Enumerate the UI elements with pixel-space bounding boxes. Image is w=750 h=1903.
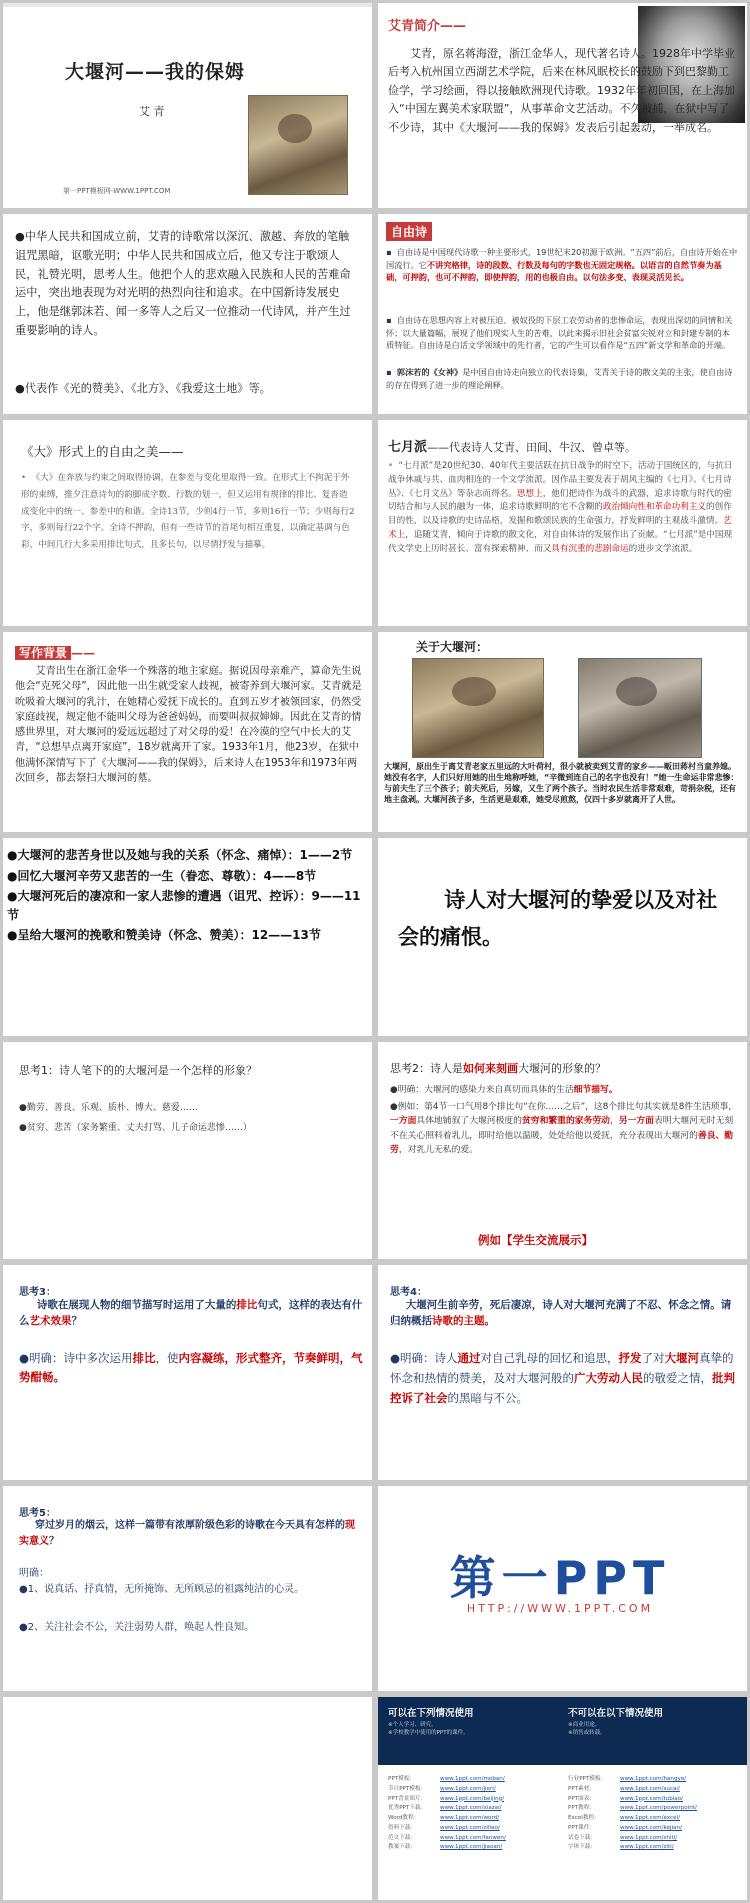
think3-q-mid: 句式，这样的表达有什么 <box>19 1299 363 1328</box>
intro-heading: 艾青简介 <box>388 19 441 34</box>
think2-a2-text-e: ，对乳儿无私的爱。 <box>398 1144 478 1155</box>
think2-q-pre: 思考2：诗人是 <box>390 1062 463 1075</box>
usage-link-row[interactable] <box>568 1824 738 1834</box>
think5-a0: 明确： <box>19 1568 49 1579</box>
think2-a2-hl-3: 另一方面 <box>618 1116 654 1127</box>
about-photo-left <box>412 658 544 758</box>
usage-link-url[interactable]: www.1ppt.com/shiti/ <box>620 1834 678 1841</box>
usage-can-title: 可以在下列情况使用 <box>388 1708 474 1719</box>
usage-link-url[interactable]: www.1ppt.com/ziliao/ <box>440 1824 500 1831</box>
think5-label: 思考5： <box>19 1508 56 1519</box>
brand-logo: 第一PPT <box>449 1551 671 1605</box>
free-verse-b3-text: 是中国自由诗走向独立的代表诗集，艾青关于诗的散文美的主张，使自由诗的存在得到了进一步的理论阐释。 <box>386 367 733 390</box>
usage-link-label: PPT背景图片： <box>388 1795 427 1802</box>
usage-link-row[interactable] <box>568 1834 738 1844</box>
slide-footer-text: 第一PPT模板网-WWW.1PPT.COM <box>63 187 171 195</box>
usage-link-label: 试卷下载： <box>568 1834 596 1841</box>
think2-a1-text: ●明确：大堰河的感染力来自真切而具体的生活 <box>390 1085 574 1095</box>
slide-form-freedom <box>3 420 372 626</box>
usage-links-left <box>388 1775 558 1853</box>
slide-usage <box>378 1697 747 1900</box>
usage-link-row[interactable] <box>388 1843 558 1853</box>
think2-a2-hl-4: 善良、勤劳 <box>390 1130 734 1155</box>
think5-a1: ●1、说真话、抒真情，无所掩饰、无所顾忌的祖露纯洁的心灵。 <box>19 1584 305 1595</box>
theme-text: 诗人对大堰河的挚爱以及对社会的痛恨。 <box>398 888 718 949</box>
usage-link-label: PPT课件： <box>568 1824 595 1831</box>
usage-link-url[interactable]: www.1ppt.com/powerpoint/ <box>620 1805 697 1812</box>
think3-a-pre: ●明确：诗中多次运用 <box>19 1351 133 1365</box>
think1-question: 思考1：诗人笔下的的大堰河是一个怎样的形象？ <box>19 1064 257 1077</box>
think2-a2-text-b: 具体地铺叙了大堰河极度的 <box>416 1116 522 1127</box>
think5-q-pre: 穿过岁月的烟云，这样一篇带有浓厚阶级色彩的诗歌在今天具有怎样的 <box>35 1520 345 1531</box>
usage-link-label: 字体下载： <box>568 1844 596 1851</box>
think3-q-hl-2: 艺术效果 <box>29 1315 72 1328</box>
slide-logo <box>378 1486 747 1691</box>
free-verse-b2: ▪ 自由诗在思想内容上对被压迫、被奴役的下层工农劳动者的悲惨命运，表现出深切的同情和关怀；以大量篇幅，展现了他们现实人生的苦难，以此来揭示旧社会贫富尖锐对立和封建专制的本质特征。自由诗是白话文学领域中的先行者，它的产生可以看作是“五四”新文学和革命的开端。 <box>386 315 733 351</box>
think5-a2: ●2、关注社会不公，关注弱势人群，唤起人性良知。 <box>19 1622 255 1633</box>
think4-a-hl-2: 抒发 <box>618 1351 642 1365</box>
usage-links-right <box>568 1775 738 1853</box>
usage-link-row[interactable] <box>388 1795 558 1805</box>
about-title: 关于大堰河： <box>416 640 489 654</box>
think4-a-hl-3: 大堰河 <box>664 1351 700 1365</box>
slide-think4 <box>378 1265 747 1480</box>
slide-blank-left <box>3 1697 372 1900</box>
form-title: 《大》形式上的自由之美—— <box>21 444 184 459</box>
think1-answer1: ●勤劳、善良、乐观、质朴、博大、慈爱…… <box>19 1103 198 1113</box>
think4-label: 思考4： <box>390 1287 427 1298</box>
usage-link-url[interactable]: www.1ppt.com/moban/ <box>440 1776 505 1782</box>
usage-link-url[interactable]: www.1ppt.com/beijing/ <box>440 1795 505 1802</box>
usage-link-row[interactable] <box>568 1795 738 1805</box>
free-verse-b2-text: 自由诗在思想内容上对被压迫、被奴役的下层工农劳动者的悲惨命运，表现出深切的同情和关怀；以大量篇幅，展现了他们现实人生的苦难，以此来揭示旧社会贫富尖锐对立和封建专制的本质特征。自由诗是白话文学领域中的先行者，它的产生可以看作是“五四”新文学和革命的开端。 <box>386 315 733 351</box>
think2-q-highlight: 如何来刻画 <box>463 1062 518 1075</box>
usage-link-label: Word教程： <box>388 1815 420 1822</box>
about-photo-right <box>578 658 702 758</box>
july-text-c: 的创作目的性，以及诗歌的史诗品格，发掘和歌颂民族的生命强力，抒发鲜明的主观战斗激情。 <box>388 502 732 526</box>
usage-link-row[interactable] <box>568 1804 738 1814</box>
think2-question <box>390 1060 606 1076</box>
intro-body: 艾青，原名蒋海澄，浙江金华人，现代著名诗人。1928年中学毕业后考入杭州国立西湖艺术学院，后来在林风眠校长的鼓励下到巴黎勤工俭学，学习绘画，得以接触欧洲现代诗歌。1932年年初回国，在上海加入“中国左翼美术家联盟”，从事革命文艺活动。不久被捕，在狱中写了不少诗，其中《大堰河——我的保姆》发表后引起轰动，一举成名。 <box>388 47 735 134</box>
july-hl-1: 思想上 <box>516 488 543 499</box>
think2-a2-text-d: 表明大堰河无时无刻不在关心照料着乳儿，即时给他以温暖，处处给他以爱抚，充分表现出大堰河的 <box>390 1116 734 1141</box>
think5-question <box>19 1518 364 1549</box>
usage-link-label: PPT模板： <box>388 1776 415 1782</box>
think4-a-hl-5: 批判控诉了社会 <box>390 1370 735 1405</box>
usage-link-label: 资料下载： <box>388 1824 416 1831</box>
usage-link-label: 节日PPT模板： <box>388 1785 427 1792</box>
usage-link-label: 行业PPT模板： <box>568 1776 607 1782</box>
usage-link-row[interactable] <box>388 1834 558 1844</box>
think3-q-pre: 诗歌在展现人物的细节描写时运用了大量的 <box>36 1299 237 1311</box>
think2-a2 <box>390 1100 738 1157</box>
usage-link-url[interactable]: www.1ppt.com/jieri/ <box>440 1785 496 1792</box>
top-band <box>3 3 372 7</box>
think2-a2-text-a: ●例如：第4节一口气用8个排比句“在你……之后”，这8个排比句其实就是8件生活琐事， <box>390 1102 738 1112</box>
slide-about-dayanhe <box>378 632 747 832</box>
think4-a-b: 对自己乳母的回忆和追思， <box>480 1351 619 1365</box>
think2-q-post: 大堰河的形象的？ <box>518 1062 606 1075</box>
usage-link-row[interactable] <box>388 1814 558 1824</box>
free-verse-b1-highlight: 不讲究格律，诗的段数、行数及每句的字数也无固定规格。以语言的自然节奏为基础，可押韵，也可不押韵，即使押韵，用的也极自由。以句法多变、表现灵活见长。 <box>386 259 722 283</box>
usage-link-url[interactable]: www.1ppt.com/excel/ <box>620 1815 680 1822</box>
think3-a-mid: ，使 <box>155 1351 179 1365</box>
slide-theme <box>378 838 747 1036</box>
think2-a2-hl-1: 一方面 <box>390 1116 417 1127</box>
usage-link-url[interactable]: www.1ppt.com/word/ <box>440 1815 500 1822</box>
about-caption: 大堰河，原出生于离艾青老家五里远的大叶荷村，很小就被卖到艾青的家乡——畈田蒋村当童养媳。她没有名字，人们只好用她的出生地称呼她，“辛微到连自己的名字也没有！”她一生命运非常悲惨：与前夫生了三个孩子；前夫死后，另嫁，又生了两个孩子。当时农民生活非常艰难，苛捐杂税，还有地主盘剥。大堰河孩子多，生活更是艰难，她受尽煎熬，仅四十多岁就离开了人世。 <box>384 762 739 805</box>
think3-question <box>19 1297 364 1330</box>
slide-july-school <box>378 420 747 626</box>
slide-main-title: 大堰河——我的保姆 <box>65 61 246 83</box>
usage-link-row[interactable] <box>388 1824 558 1834</box>
free-verse-b3-lead: 郭沫若的《女神》 <box>396 367 463 377</box>
section-item: ●呈给大堰河的挽歌和赞美诗（怀念、赞美）：12——13节 <box>7 928 321 943</box>
usage-link-label: 优秀PPT下载： <box>388 1805 427 1812</box>
think3-label: 思考3： <box>19 1287 56 1298</box>
usage-link-url[interactable]: www.1ppt.com/kejian/ <box>620 1824 682 1831</box>
july-hl-4: 具有沉重的悲剧命运 <box>551 543 629 554</box>
july-hl-2: 政治倾向性和革命功利主义 <box>602 502 706 513</box>
july-text-e: 的进步文学流派。 <box>628 543 698 554</box>
usage-cannot-desc: ※商业用途。 ※销售或转载。 <box>568 1722 606 1737</box>
usage-link-label: PPT教程： <box>568 1805 595 1812</box>
think3-q-hl-1: 排比 <box>236 1299 258 1311</box>
think2-a2-text-c: ， <box>609 1116 619 1127</box>
think1-answer2: ●贫穷、悲苦（家务繁重、丈夫打骂、儿子命运悲惨……） <box>19 1123 252 1133</box>
think2-a1-highlight: 细节描写。 <box>573 1085 618 1095</box>
free-verse-b1: ▪ 自由诗是中国现代诗歌一种主要形式，19世纪末20初源于欧洲。“五四”前后，自由诗开始在中国流行。它不讲究格律，诗的段数、行数及每句的字数也无固定规格。以语言的自然节奏为基础，可押韵，也可不押韵，即使押韵，用的也极自由。以句法多变、表现灵活见长。 <box>386 247 738 283</box>
slide-title <box>3 3 372 208</box>
section-item: ●大堰河死后的凄凉和一家人悲惨的遭遇（诅咒、控诉）：9——11节 <box>7 889 361 922</box>
usage-link-url[interactable]: www.1ppt.com/tubiao/ <box>620 1795 684 1802</box>
slide-sections <box>3 838 372 1036</box>
usage-link-label: PPT素材： <box>568 1785 595 1792</box>
usage-link-label: 教案下载： <box>388 1844 416 1851</box>
think4-q-pre: 大堰河生前辛劳，死后凄凉，诗人对大堰河充满了不忍、怀念之情。请归纳概括 <box>390 1299 732 1328</box>
usage-link-row[interactable] <box>388 1785 558 1795</box>
july-title-wrap <box>388 436 636 455</box>
july-text-b: ，他们把诗作为战斗的武器，追求诗歌与时代的密切结合和与人民的融为一体，追求诗歌鲜明的宅不含糊的 <box>388 488 732 513</box>
background-heading-dash: —— <box>71 646 96 660</box>
slide-background <box>3 632 372 832</box>
slide-think5 <box>3 1486 372 1691</box>
think3-a-hl-1: 排比 <box>132 1351 156 1365</box>
background-heading: 写作背景 <box>15 646 71 660</box>
section-item: ●回忆大堰河辛劳又悲苦的一生（眷恋、尊敬）：4——8节 <box>7 868 317 883</box>
usage-link-url[interactable]: www.1ppt.com/fanwen/ <box>440 1834 506 1841</box>
slide-author: 艾 青 <box>139 105 165 118</box>
usage-link-row[interactable] <box>388 1775 558 1785</box>
usage-link-url[interactable]: www.1ppt.com/ziti/ <box>620 1844 674 1851</box>
usage-link-row[interactable] <box>568 1785 738 1795</box>
bio-paragraph: ●中华人民共和国成立前，艾青的诗歌常以深沉、激越、奔放的笔触诅咒黑暗，讴歌光明；中华人民共和国成立后，他又专注于歌颂人民，礼赞光明，思考人生。他把个人的悲欢融入民族和人民的苦难命运中，突出地表现为对光明的热烈向往和追求。在中国新诗发展史上，他是继郭沫若、闻一多等人之后又一位推动一代诗风，并产生过重要影响的诗人。 <box>15 230 351 338</box>
background-heading-wrap <box>15 644 95 661</box>
usage-link-label: 范文下载： <box>388 1834 416 1841</box>
slide-think3 <box>3 1265 372 1480</box>
think4-a-f: 的黑暗与不公。 <box>447 1390 528 1405</box>
think4-question <box>390 1297 738 1330</box>
usage-link-row[interactable] <box>568 1775 738 1785</box>
think4-a-hl-4: 广大劳动人民 <box>574 1370 643 1385</box>
slide-think1 <box>3 1042 372 1259</box>
usage-can-desc: ※个人学习、研究。 ※学校教学中使用的PPT的课件。 <box>388 1722 469 1737</box>
think4-a-hl-1: 通过 <box>457 1351 481 1365</box>
think3-answer <box>19 1349 364 1386</box>
section-list <box>7 846 367 945</box>
july-title: 七月派 <box>388 440 428 455</box>
think4-answer <box>390 1349 740 1408</box>
slide-free-verse <box>378 214 747 414</box>
july-title-rest: ——代表诗人艾青、田间、牛汉、曾卓等。 <box>427 441 637 454</box>
usage-link-label: PPT图表： <box>568 1795 595 1802</box>
july-body: • “七月派”是20世纪30、40年代主要活跃在抗日战争的时空下，活动于国统区的，与抗日战争休戚与共、血肉相连的一个文学流派。因作品主要发表于胡风主编的《七月》、《七月诗丛》、《七月文丛》等杂志而得名。思想上，他们把诗作为战斗的武器，追求诗歌与时代的密切结合和与人民的融为一体，追求诗歌鲜明的宅不含糊的政治倾向性和革命功利主义的创作目的性，以及诗歌的史诗品格，发掘和歌颂民族的生命强力，抒发鲜明的主观战斗激情。艺术上，追随艾青，倾向于诗歌的散文化，对自由体诗的发展作出了贡献。“七月派”是中国现代文学史上历时甚长、富有探索精神、而又具有沉重的悲剧命运的进步文学流派。 <box>388 461 733 554</box>
think4-q-highlight: 诗歌的主题。 <box>432 1315 495 1328</box>
think4-a-e: 的敬爱之情， <box>643 1370 712 1385</box>
nanny-photo <box>248 95 348 195</box>
july-text-a: “七月派”是20世纪30、40年代主要活跃在抗日战争的时空下，活动于国统区的，与抗日战争休戚与共、血肉相连的一个文学流派。因作品主要发表于胡风主编的《七月》、《七月诗丛》、《七月文丛》等杂志而得名。 <box>388 461 733 499</box>
form-body: • 《大》在奔放与约束之间取得协调，在参差与变化里取得一致。在形式上不拘泥于外形的束缚，推夕注意诗句的韵脚成字数、行数的划一，但又运用有规律的排比、复沓造成变化中的统一、参差中的和谐。全诗13节，少则4行一节，多则16行一节；少则每行2字，多则每行22个字。全诗不押韵，但有一些诗节的首尾句相互重复，以确定基调与色彩，中间几行大多采用排比句式，且多长句，以尽情抒发与描摹。 <box>21 473 355 550</box>
think2-a2-hl-2: 贫穷和繁重的家务劳动 <box>521 1116 610 1127</box>
intro-heading-dash: —— <box>440 19 467 34</box>
intro-heading-wrap <box>388 15 466 34</box>
think2-a1 <box>390 1082 740 1095</box>
bio-works: ●代表作《光的赞美》、《北方》、《我爱这土地》等。 <box>15 382 271 395</box>
think5-q-highlight: 现实意义 <box>19 1520 355 1547</box>
usage-link-url[interactable]: www.1ppt.com/sucai/ <box>620 1785 680 1792</box>
think4-a-pre: ●明确：诗人 <box>390 1351 458 1365</box>
free-verse-b3: ▪ 郭沫若的《女神》是中国自由诗走向独立的代表诗集，艾青关于诗的散文美的主张，使自由诗的存在得到了进一步的理论阐释。 <box>386 367 733 390</box>
july-text-d: ，追随艾青，倾向于诗歌的散文化，对自由体诗的发展作出了贡献。“七月派”是中国现代文学史上历时甚长、富有探索精神、而又 <box>388 529 733 554</box>
july-hl-3: 艺术上 <box>388 516 732 540</box>
free-verse-b1-text: 自由诗是中国现代诗歌一种主要形式，19世纪末20初源于欧洲。“五四”前后，自由诗开始在中国流行。它 <box>386 247 738 270</box>
usage-link-url[interactable]: www.1ppt.com/xiazai/ <box>440 1805 502 1812</box>
brand-url: HTTP://WWW.1PPT.COM <box>466 1602 654 1615</box>
usage-cannot-title: 不可以在以下情况使用 <box>568 1708 664 1719</box>
slide-author-bio <box>3 214 372 414</box>
usage-link-url[interactable]: www.1ppt.com/jiaoan/ <box>440 1844 503 1851</box>
background-body: 艾青出生在浙江金华一个殊落的地主家庭。据说因母亲难产，算命先生说他会“克死父母”，因此他一出生就受家人歧视，被寄养到大堰河家。艾青就是吮吸着大堰河的乳汁，在她精心爱抚下成长的。直到五岁才被领回家，仍然受家庭歧视，规定他不能叫父母为爸爸妈妈，而要叫叔叔婶婶。因此在艾青的情感世界里，对大堰河的爱远远超过了对父母的爱！在冷漠的空气中长大的艾青，“总想早点离开家庭”，18岁就离开了家。1933年1月，他23岁，在狱中他满怀深情写下了《大堰河——我的保姆》，后来诗人在1953年和1973年两次回乡，都去祭扫大堰河的墓。 <box>15 666 362 785</box>
think5-q-post: ？ <box>49 1535 59 1547</box>
usage-link-url[interactable]: www.1ppt.com/hangye/ <box>620 1776 687 1782</box>
slide-author-intro <box>378 3 747 208</box>
slide-think2 <box>378 1042 747 1259</box>
think4-a-c: 了对 <box>641 1351 665 1365</box>
usage-link-label: Excel教程： <box>568 1815 600 1822</box>
think3-q-post: ？ <box>71 1315 82 1328</box>
think3-a-hl-2: 内容凝练，形式整齐，节奏鲜明，气势酣畅。 <box>19 1351 363 1384</box>
usage-link-row[interactable] <box>568 1843 738 1853</box>
think4-a-d: 真挚的怀念和热情的赞美，及对大堰河般的 <box>390 1351 734 1385</box>
section-item: ●大堰河的悲苦身世以及她与我的关系（怀念、痛悼）：1——2节 <box>7 848 353 862</box>
think2-example: 例如【学生交流展示】 <box>478 1233 593 1247</box>
free-verse-heading: 自由诗 <box>386 222 432 241</box>
form-body-text: 《大》在奔放与约束之间取得协调，在参差与变化里取得一致。在形式上不拘泥于外形的束缚，推夕注意诗句的韵脚成字数、行数的划一，但又运用有规律的排比、复沓造成变化中的统一、参差中的和谐。全诗13节，少则4行一节，多则16行一节；少则每行2字，多则每行22个字。全诗不押韵，但有一些诗节的首尾句相互重复，以确定基调与色彩，中间几行大多采用排比句式，且多长句，以尽情抒发与描摹。 <box>21 473 355 550</box>
usage-link-row[interactable] <box>568 1814 738 1824</box>
usage-link-row[interactable] <box>388 1804 558 1814</box>
